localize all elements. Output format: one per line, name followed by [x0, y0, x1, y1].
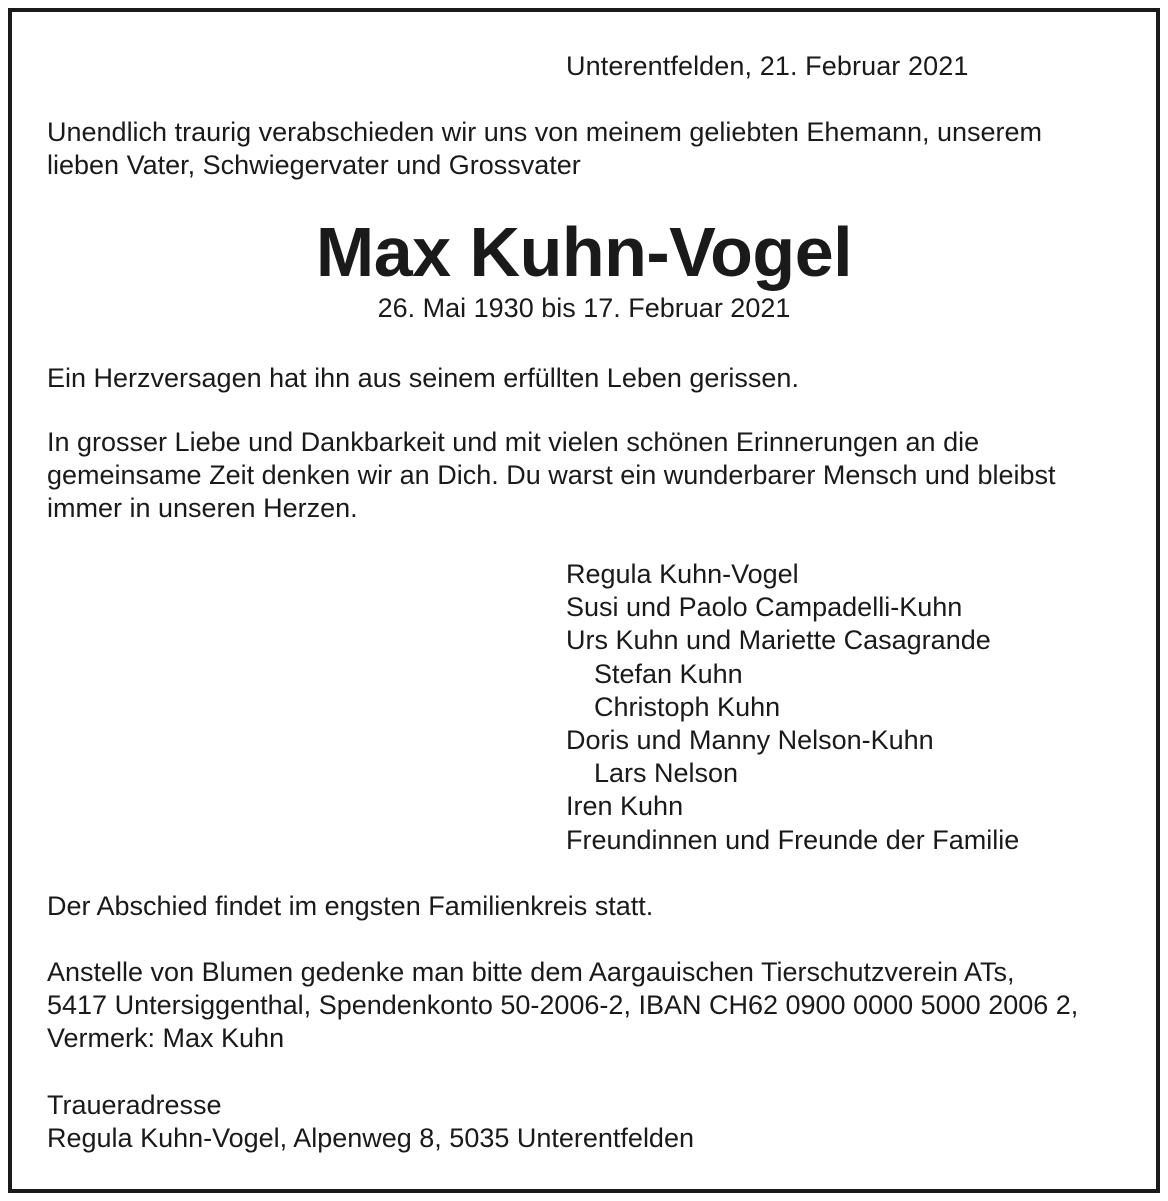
place-date: Unterentfelden, 21. Februar 2021	[566, 51, 969, 81]
mourner: Susi und Paolo Campadelli-Kuhn	[566, 592, 963, 623]
cause-line: Ein Herzversagen hat ihn aus seinem erfüllten Leben gerissen.	[47, 363, 799, 393]
mourner: Regula Kuhn-Vogel	[566, 559, 799, 589]
mourner: Iren Kuhn	[566, 791, 684, 822]
tribute-paragraph	[47, 426, 1056, 525]
farewell-paragraph	[47, 890, 653, 923]
life-dates: 26. Mai 1930 bis 17. Februar 2021	[377, 293, 791, 323]
address-line: Regula Kuhn-Vogel, Alpenweg 8, 5035 Unterentfelden	[47, 1123, 694, 1153]
intro-line: Unendlich traurig verabschieden wir uns von meinem geliebten Ehemann, unserem	[47, 117, 1043, 147]
donation-line: Vermerk: Max Kuhn	[47, 1023, 285, 1053]
farewell-line: Der Abschied findet im engsten Familienkreis statt.	[47, 891, 654, 921]
donation-paragraph	[47, 956, 1078, 1055]
cause-paragraph	[47, 362, 799, 395]
mourner: Christoph Kuhn	[594, 691, 781, 722]
mourner: Urs Kuhn und Mariette Casagrande	[566, 625, 991, 656]
mourners-list	[566, 558, 1019, 857]
mourner: Doris und Manny Nelson-Kuhn	[566, 725, 934, 756]
tribute-line: gemeinsame Zeit denken wir an Dich. Du warst ein wunderbarer Mensch und bleibst	[47, 460, 1056, 490]
tribute-line: In grosser Liebe und Dankbarkeit und mit vielen schönen Erinnerungen an die	[47, 427, 980, 457]
address-heading: Traueradresse	[47, 1090, 222, 1120]
mourner: Lars Nelson	[594, 758, 739, 789]
tribute-line: immer in unseren Herzen.	[47, 493, 358, 523]
intro-paragraph	[47, 116, 1042, 182]
mourner: Stefan Kuhn	[594, 658, 743, 689]
address-block	[47, 1089, 694, 1155]
deceased-name: Max Kuhn-Vogel	[315, 213, 853, 291]
intro-line: lieben Vater, Schwiegervater und Grossvater	[47, 150, 581, 180]
mourner: Freundinnen und Freunde der Familie	[566, 824, 1020, 855]
donation-line: Anstelle von Blumen gedenke man bitte dem Aargauischen Tierschutzverein ATs,	[47, 957, 1015, 987]
donation-line: 5417 Untersiggenthal, Spendenkonto 50-2006-2, IBAN CH62 0900 0000 5000 2006 2,	[47, 990, 1079, 1020]
